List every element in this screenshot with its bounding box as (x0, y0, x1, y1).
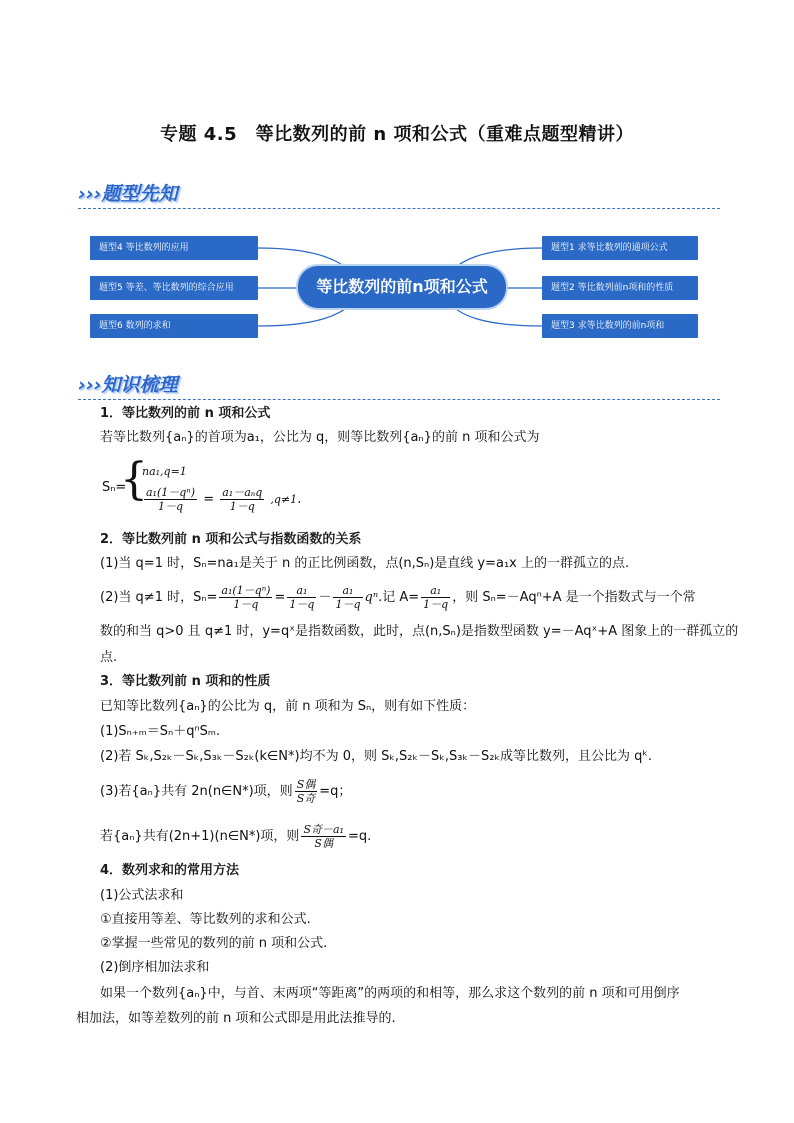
fraction: $\frac{\text{a₁－aₙq}}{1-q}$ (222, 486, 263, 513)
formula-lhs: Sₙ= (102, 480, 127, 495)
property-3: (3)若{aₙ}共有 2n(n∈N*)项，则 $\frac{\text{S偶}}{\text{S奇}}$ =q； (100, 778, 352, 805)
paragraph: 已知等比数列{aₙ}的公比为 q，前 n 项和为 Sₙ，则有如下性质： (100, 699, 476, 714)
paragraph: 如果一个数列{aₙ}中，与首、末两项“等距离”的两项的和相等，那么求这个数列的前 n 项和可用倒序 (100, 986, 680, 1001)
section-label: ›››知识梳理 (78, 374, 178, 396)
fraction: $\frac{\text{a₁(1－qⁿ)}}{1-q}$ (146, 486, 196, 513)
formula-case-2: $\frac{\text{a₁(1－qⁿ)}}{1-q}$ = $\frac{\text{a₁－aₙq}}{1-q}$ ,q≠1. (146, 486, 302, 513)
mind-map-center: 等比数列的前n项和公式 (298, 266, 506, 308)
mind-map-node-right-2: 题型2 等比数列前n项和的性质 (542, 276, 698, 300)
paragraph: (1)公式法求和 (100, 888, 184, 903)
paragraph: (2)倒序相加法求和 (100, 960, 210, 975)
section-header-preview (78, 177, 720, 211)
mind-map-node-left-2: 题型5 等差、等比数列的综合应用 (90, 276, 258, 300)
paragraph: (1)当 q=1 时，Sₙ=na₁是关于 n 的正比例函数，点(n,Sₙ)是直线 y=a₁x 上的一群孤立的点. (100, 556, 630, 571)
divider (78, 208, 720, 209)
page-title: 专题 4.5 等比数列的前 n 项和公式（重难点题型精讲） (160, 124, 634, 145)
formula-case-1: na₁,q=1 (142, 465, 187, 478)
paragraph: 若等比数列{aₙ}的首项为a₁，公比为 q，则等比数列{aₙ}的前 n 项和公式为 (100, 430, 540, 445)
property-1: (1)Sₙ₊ₘ＝Sₙ＋qⁿSₘ. (100, 724, 221, 739)
mind-map-node-right-3: 题型3 求等比数列的前n项和 (542, 314, 698, 338)
mind-map (90, 232, 702, 342)
heading-3: 3．等比数列前 n 项和的性质 (100, 674, 271, 689)
mind-map-node-left-3: 题型6 数列的求和 (90, 314, 258, 338)
paragraph: ①直接用等差、等比数列的求和公式. (100, 912, 311, 927)
mind-map-node-right-1: 题型1 求等比数列的通项公式 (542, 236, 698, 260)
paragraph: ②掌握一些常见的数列的前 n 项和公式. (100, 936, 328, 951)
paragraph: 数的和当 q>0 且 q≠1 时，y=qˣ是指数函数，此时，点(n,Sₙ)是指数型函数 y=－Aqˣ+A 图象上的一群孤立的 (100, 624, 739, 639)
heading-2: 2．等比数列前 n 项和公式与指数函数的关系 (100, 532, 362, 547)
paragraph: (2)当 q≠1 时，Sₙ= $\frac{\text{a₁(1－qⁿ)}}{1-q}$ = $\frac{\text{a₁}}{1-q}$ － $\frac{\text{a₁}}{1-q}$ qⁿ.记 A= $\frac{\text{a₁}}{1-q}$ ，则 Sₙ=－Aqⁿ+A 是一个指数式与一个常 (100, 584, 696, 611)
property-3b: 若{aₙ}共有(2n+1)(n∈N*)项，则 $\frac{\text{S奇－a₁}}{\text{S偶}}$ =q. (100, 823, 372, 850)
property-2: (2)若 Sₖ,S₂ₖ－Sₖ,S₃ₖ－S₂ₖ(k∈N*)均不为 0，则 Sₖ,S₂ₖ－Sₖ,S₃ₖ－S₂ₖ成等比数列，且公比为 qᵏ. (100, 749, 653, 764)
section-header-knowledge (78, 368, 720, 402)
mind-map-node-left-1: 题型4 等比数列的应用 (90, 236, 258, 260)
heading-1: 1．等比数列的前 n 项和公式 (100, 406, 271, 421)
heading-4: 4．数列求和的常用方法 (100, 863, 240, 878)
section-label: ›››题型先知 (78, 183, 178, 205)
divider (78, 399, 720, 400)
brace: { (120, 454, 148, 505)
paragraph: 相加法，如等差数列的前 n 项和公式即是用此法推导的. (76, 1011, 396, 1026)
paragraph: 点. (100, 650, 118, 665)
